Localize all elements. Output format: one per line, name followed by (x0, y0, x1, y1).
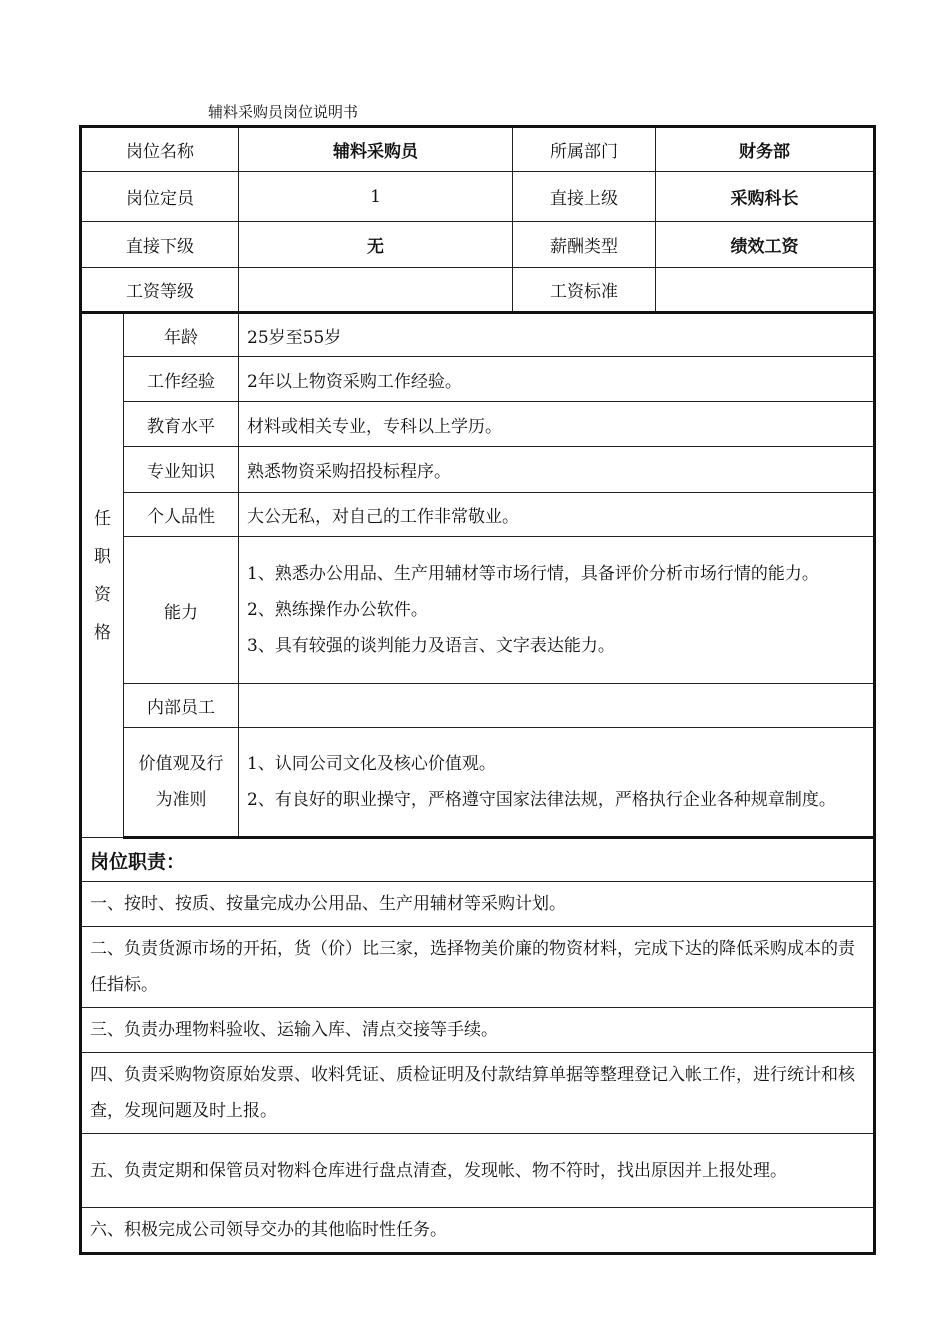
duty-item: 三、负责办理物料验收、运输入库、清点交接等手续。 (81, 1008, 875, 1053)
label-direct-subordinate: 直接下级 (81, 222, 239, 268)
duties-section-title: 岗位职责： (81, 838, 875, 882)
duty-item: 一、按时、按质、按量完成办公用品、生产用辅材等采购计划。 (81, 882, 875, 927)
label-direct-superior: 直接上级 (513, 172, 656, 222)
label-knowledge: 专业知识 (124, 447, 239, 493)
values-line: 2、有良好的职业操守，严格遵守国家法律法规，严格执行企业各种规章制度。 (247, 790, 836, 810)
values-line: 1、认同公司文化及核心价值观。 (247, 754, 496, 774)
label-salary-grade: 工资等级 (81, 268, 239, 313)
label-values-conduct: 价值观及行 为准则 (124, 728, 239, 838)
label-internal-staff: 内部员工 (124, 684, 239, 728)
value-knowledge: 熟悉物资采购招投标程序。 (239, 447, 875, 493)
duty-item: 二、负责货源市场的开拓，货（价）比三家，选择物美价廉的物资材料，完成下达的降低采购成本的责任指标。 (81, 927, 875, 1008)
label-headcount: 岗位定员 (81, 172, 239, 222)
value-experience: 2年以上物资采购工作经验。 (239, 357, 875, 402)
label-salary-standard: 工资标准 (513, 268, 656, 313)
value-character: 大公无私，对自己的工作非常敬业。 (239, 493, 875, 537)
label-department: 所属部门 (513, 127, 656, 172)
value-values-conduct (239, 728, 875, 838)
value-education: 材料或相关专业，专科以上学历。 (239, 402, 875, 447)
value-ability (239, 537, 875, 684)
duty-item: 四、负责采购物资原始发票、收料凭证、质检证明及付款结算单据等整理登记入帐工作，进行统计和核查，发现问题及时上报。 (81, 1053, 875, 1134)
duty-item: 六、积极完成公司领导交办的其他临时性任务。 (81, 1208, 875, 1254)
duty-item: 五、负责定期和保管员对物料仓库进行盘点清查，发现帐、物不符时，找出原因并上报处理。 (81, 1134, 875, 1208)
qualifications-group-label: 任 职 资 格 (81, 313, 124, 838)
ability-line: 1、熟悉办公用品、生产用辅材等市场行情，具备评价分析市场行情的能力。 (247, 564, 819, 584)
label-ability: 能力 (124, 537, 239, 684)
document-title: 辅料采购员岗位说明书 (208, 103, 359, 121)
label-education: 教育水平 (124, 402, 239, 447)
value-internal-staff (239, 684, 875, 728)
label-character: 个人品性 (124, 493, 239, 537)
value-headcount: 1 (239, 172, 513, 222)
value-age: 25岁至55岁 (239, 313, 875, 357)
value-direct-superior: 采购科长 (656, 172, 875, 222)
value-salary-standard (656, 268, 875, 313)
label-experience: 工作经验 (124, 357, 239, 402)
job-description-table (79, 125, 873, 1255)
value-pay-type: 绩效工资 (656, 222, 875, 268)
label-pay-type: 薪酬类型 (513, 222, 656, 268)
ability-line: 2、熟练操作办公软件。 (247, 600, 428, 620)
value-salary-grade (239, 268, 513, 313)
label-position-name: 岗位名称 (81, 127, 239, 172)
label-age: 年龄 (124, 313, 239, 357)
value-department: 财务部 (656, 127, 875, 172)
value-position-name: 辅料采购员 (239, 127, 513, 172)
ability-line: 3、具有较强的谈判能力及语言、文字表达能力。 (247, 636, 615, 656)
value-direct-subordinate: 无 (239, 222, 513, 268)
